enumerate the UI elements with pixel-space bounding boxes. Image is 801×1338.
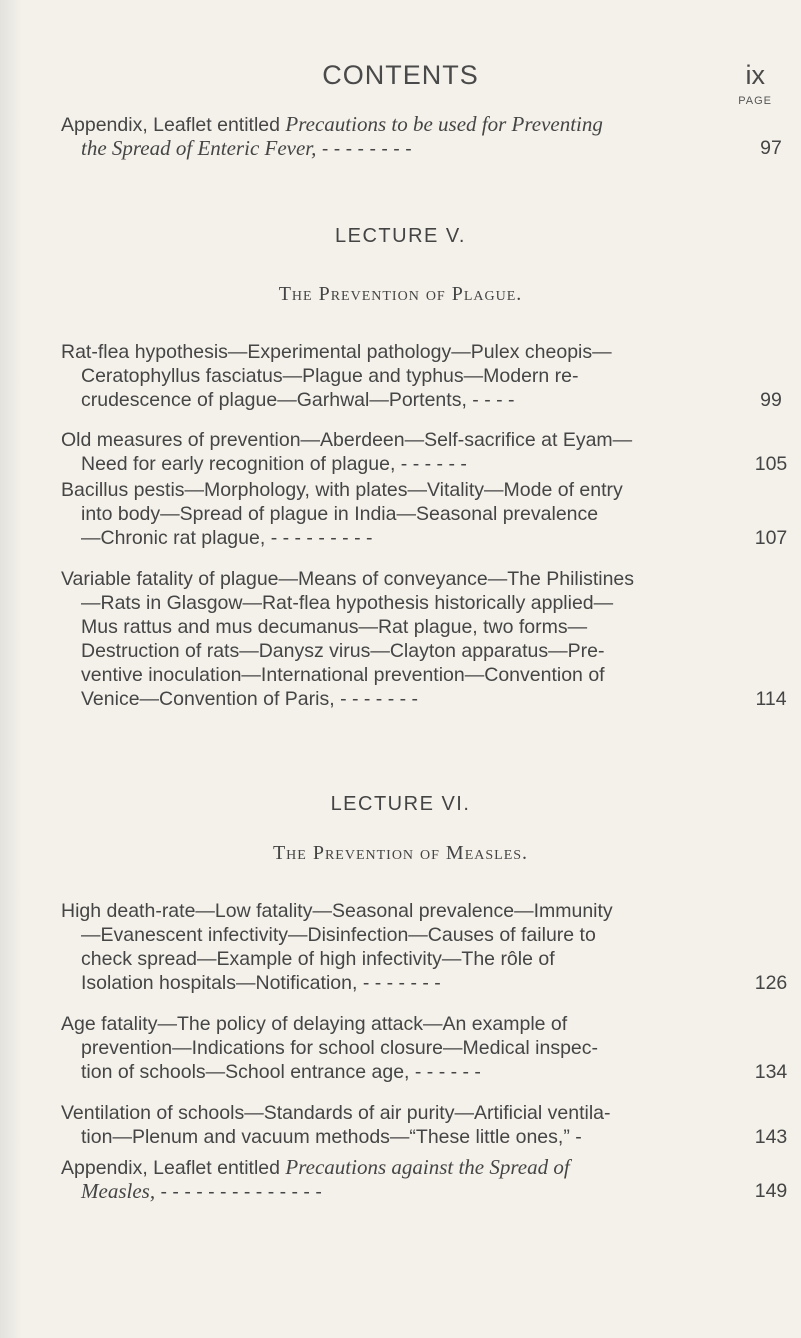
leader-dots: - [575, 1126, 582, 1148]
entry-line: tion—Plenum and vacuum methods—“These little ones,” - 143 [61, 1125, 741, 1149]
entry-line: ventive inoculation—International prevention—Convention of [81, 664, 605, 686]
entry-line: Rat-flea hypothesis—Experimental pathology—Pulex cheopis— [61, 341, 612, 363]
entry-line: —Chronic rat plague, - - - - - - - - - 107 [61, 526, 741, 550]
leader-dots: - - - - - - [414, 1061, 481, 1083]
leader-dots: - - - - - - [400, 453, 467, 475]
entry-line: Appendix, Leaflet entitled Precautions against the Spread of [61, 1155, 570, 1179]
leader-dots: - - - - - - - - - [270, 527, 373, 549]
toc-entry [61, 1012, 788, 1084]
entry-line: Isolation hospitals—Notification, - - - - - - - 126 [61, 971, 741, 995]
entry-line: Ventilation of schools—Standards of air purity—Artificial ventila- [61, 1102, 611, 1124]
toc-entry [61, 428, 788, 476]
page-title: CONTENTS [322, 60, 479, 90]
leaflet-title: Measles, [81, 1179, 156, 1203]
page-ref: 97 [760, 137, 782, 159]
page-number: ix [745, 60, 765, 90]
leader-dots: - - - - - - - - - - - - - - [160, 1181, 322, 1203]
leader-dots: - - - - - - - [362, 972, 441, 994]
entry-line [61, 136, 782, 160]
toc-entry-appendix-measles [61, 1155, 788, 1203]
page-ref: 149 [754, 1180, 788, 1202]
entry-line: Venice—Convention of Paris, - - - - - - - 114 [61, 687, 741, 711]
page-ref: 107 [754, 527, 788, 549]
entry-line: —Rats in Glasgow—Rat-flea hypothesis historically applied— [81, 592, 614, 614]
toc-entry [61, 1101, 788, 1149]
lecture-heading: LECTURE VI. [330, 793, 471, 815]
lecture-heading: LECTURE V. [335, 225, 466, 247]
entry-line: into body—Spread of plague in India—Seasonal prevalence [81, 503, 599, 525]
toc-entry [61, 899, 788, 995]
leaflet-title: Precautions to be used for Preventing [285, 112, 603, 136]
entry-line [61, 1179, 788, 1203]
lecture-subject: The Prevention of Measles. [272, 842, 529, 864]
entry-line: prevention—Indications for school closure—Medical inspec- [81, 1037, 598, 1059]
entry-line: Appendix, Leaflet entitled Precautions to be used for Preventing [61, 112, 603, 136]
leaflet-title: the Spread of Enteric Fever, [81, 136, 317, 160]
entry-line: —Evanescent infectivity—Disinfection—Causes of failure to [81, 924, 596, 946]
entry-line: Bacillus pestis—Morphology, with plates—Vitality—Mode of entry [61, 479, 623, 501]
leader-dots: - - - - - - - - [321, 138, 412, 160]
page-ref: 134 [754, 1061, 788, 1083]
toc-entry [61, 567, 787, 711]
entry-line: Variable fatality of plague—Means of conveyance—The Philistines [61, 568, 635, 590]
toc-entry-appendix-enteric [61, 112, 782, 160]
entry-line: Age fatality—The policy of delaying attack—An example of [61, 1013, 568, 1035]
page-column-label: PAGE [738, 95, 772, 107]
entry-line: crudescence of plague—Garhwal—Portents, - - - - 99 [61, 388, 741, 412]
lecture-subject: The Prevention of Plague. [278, 283, 523, 305]
page-ref: 126 [754, 972, 788, 994]
entry-line: Mus rattus and mus decumanus—Rat plague, two forms— [81, 616, 588, 638]
page-ref: 105 [754, 453, 788, 475]
entry-line: tion of schools—School entrance age, - - - - - - 134 [61, 1060, 741, 1084]
page-ref: 143 [754, 1126, 788, 1148]
entry-line: High death-rate—Low fatality—Seasonal prevalence—Immunity [61, 900, 613, 922]
page-ref: 114 [755, 688, 787, 710]
entry-line: Need for early recognition of plague, - - - - - - 105 [61, 452, 741, 476]
toc-entry [61, 478, 788, 550]
leader-dots: - - - - [472, 389, 515, 411]
entry-line: Ceratophyllus fasciatus—Plague and typhus—Modern re- [81, 365, 579, 387]
entry-line: Old measures of prevention—Aberdeen—Self-sacrifice at Eyam— [61, 429, 633, 451]
leaflet-title: Precautions against the Spread of [285, 1155, 570, 1179]
page-ref: 99 [760, 389, 782, 411]
entry-line: Destruction of rats—Danysz virus—Clayton apparatus—Pre- [81, 640, 605, 662]
leader-dots: - - - - - - - [340, 688, 419, 710]
entry-line: check spread—Example of high infectivity—The rôle of [81, 948, 555, 970]
toc-entry [61, 340, 782, 412]
page-edge-shadow [0, 0, 22, 1338]
